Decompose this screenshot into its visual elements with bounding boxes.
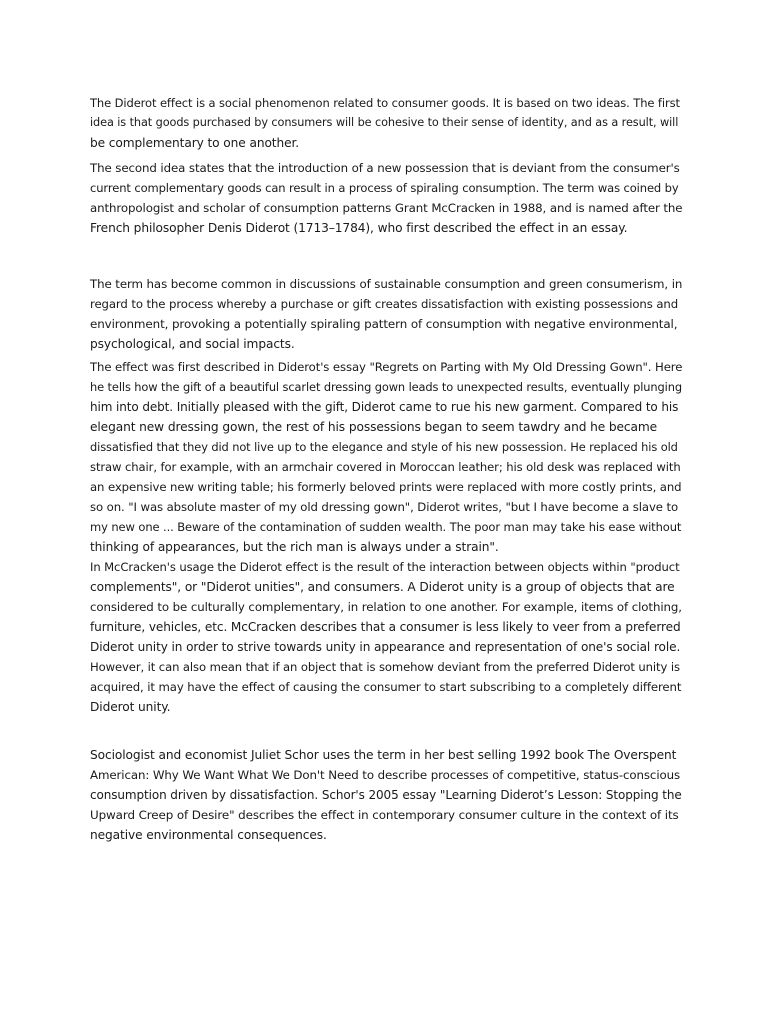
text-line: French philosopher Denis Diderot (1713–1784), who first described the effect in an essay. <box>90 221 628 235</box>
paragraph-dressing-gown-essay <box>90 357 682 557</box>
text-line: American: Why We Want What We Don't Need to describe processes of competitive, status-conscious <box>90 768 681 782</box>
text-line: The Diderot effect is a social phenomenon related to consumer goods. It is based on two ideas. The first <box>90 96 680 110</box>
text-line: so on. "I was absolute master of my old dressing gown", Diderot writes, "but I have become a slave to <box>90 500 679 514</box>
text-line: be complementary to one another. <box>90 136 300 150</box>
text-line: furniture, vehicles, etc. McCracken describes that a consumer is less likely to veer from a preferred <box>90 620 681 634</box>
text-line: him into debt. Initially pleased with the gift, Diderot came to rue his new garment. Compared to his <box>90 400 679 414</box>
text-line: Sociologist and economist Juliet Schor uses the term in her best selling 1992 book The Overspent <box>90 748 677 762</box>
text-line: he tells how the gift of a beautiful scarlet dressing gown leads to unexpected results, eventually plunging <box>90 380 682 394</box>
text-line: The second idea states that the introduction of a new possession that is deviant from the consumer's <box>90 161 680 175</box>
text-line: considered to be culturally complementary, in relation to one another. For example, items of clothing, <box>90 600 682 614</box>
text-line: an expensive new writing table; his formerly beloved prints were replaced with more costly prints, and <box>90 480 682 494</box>
text-line: elegant new dressing gown, the rest of his possessions began to seem tawdry and he became <box>90 420 658 434</box>
text-line: consumption driven by dissatisfaction. Schor's 2005 essay "Learning Diderot’s Lesson: Stopping the <box>90 788 682 802</box>
text-line: psychological, and social impacts. <box>90 337 295 351</box>
text-line: environment, provoking a potentially spiraling pattern of consumption with negative environmental, <box>90 317 678 331</box>
text-line: Upward Creep of Desire" describes the effect in contemporary consumer culture in the context of its <box>90 808 679 822</box>
text-line: Diderot unity in order to strive towards unity in appearance and representation of one's social role. <box>90 640 681 654</box>
text-line: idea is that goods purchased by consumers will be cohesive to their sense of identity, and as a result, will <box>90 116 679 129</box>
paragraph-mccracken-usage <box>90 557 682 717</box>
text-line: thinking of appearances, but the rich man is always under a strain". <box>90 540 499 554</box>
text-line: dissatisfied that they did not live up to the elegance and style of his new possession. He replaced his old <box>90 440 678 454</box>
paragraph-second-idea <box>90 158 682 238</box>
text-line: complements", or "Diderot unities", and consumers. A Diderot unity is a group of objects that are <box>90 580 675 594</box>
text-line: regard to the process whereby a purchase or gift creates dissatisfaction with existing possessions and <box>90 297 679 311</box>
text-line: The effect was first described in Diderot's essay "Regrets on Parting with My Old Dressing Gown". Here <box>90 360 683 374</box>
text-line: my new one ... Beware of the contamination of sudden wealth. The poor man may take his ease without <box>90 520 682 534</box>
text-line: acquired, it may have the effect of causing the consumer to start subscribing to a completely different <box>90 680 682 694</box>
paragraph-juliet-schor <box>90 745 682 845</box>
text-line: negative environmental consequences. <box>90 828 327 842</box>
text-line: Diderot unity. <box>90 700 171 714</box>
text-line: straw chair, for example, with an armchair covered in Moroccan leather; his old desk was replaced with <box>90 460 681 474</box>
text-line: However, it can also mean that if an object that is somehow deviant from the preferred Diderot unity is <box>90 660 680 674</box>
paragraph-sustainable-consumption <box>90 274 682 354</box>
text-line: In McCracken's usage the Diderot effect is the result of the interaction between objects within "product <box>90 560 680 574</box>
text-line: The term has become common in discussions of sustainable consumption and green consumerism, in <box>90 277 683 291</box>
text-line: current complementary goods can result in a process of spiraling consumption. The term was coined by <box>90 181 679 195</box>
text-line: anthropologist and scholar of consumption patterns Grant McCracken in 1988, and is named after the <box>90 201 683 215</box>
paragraph-intro <box>90 93 682 153</box>
